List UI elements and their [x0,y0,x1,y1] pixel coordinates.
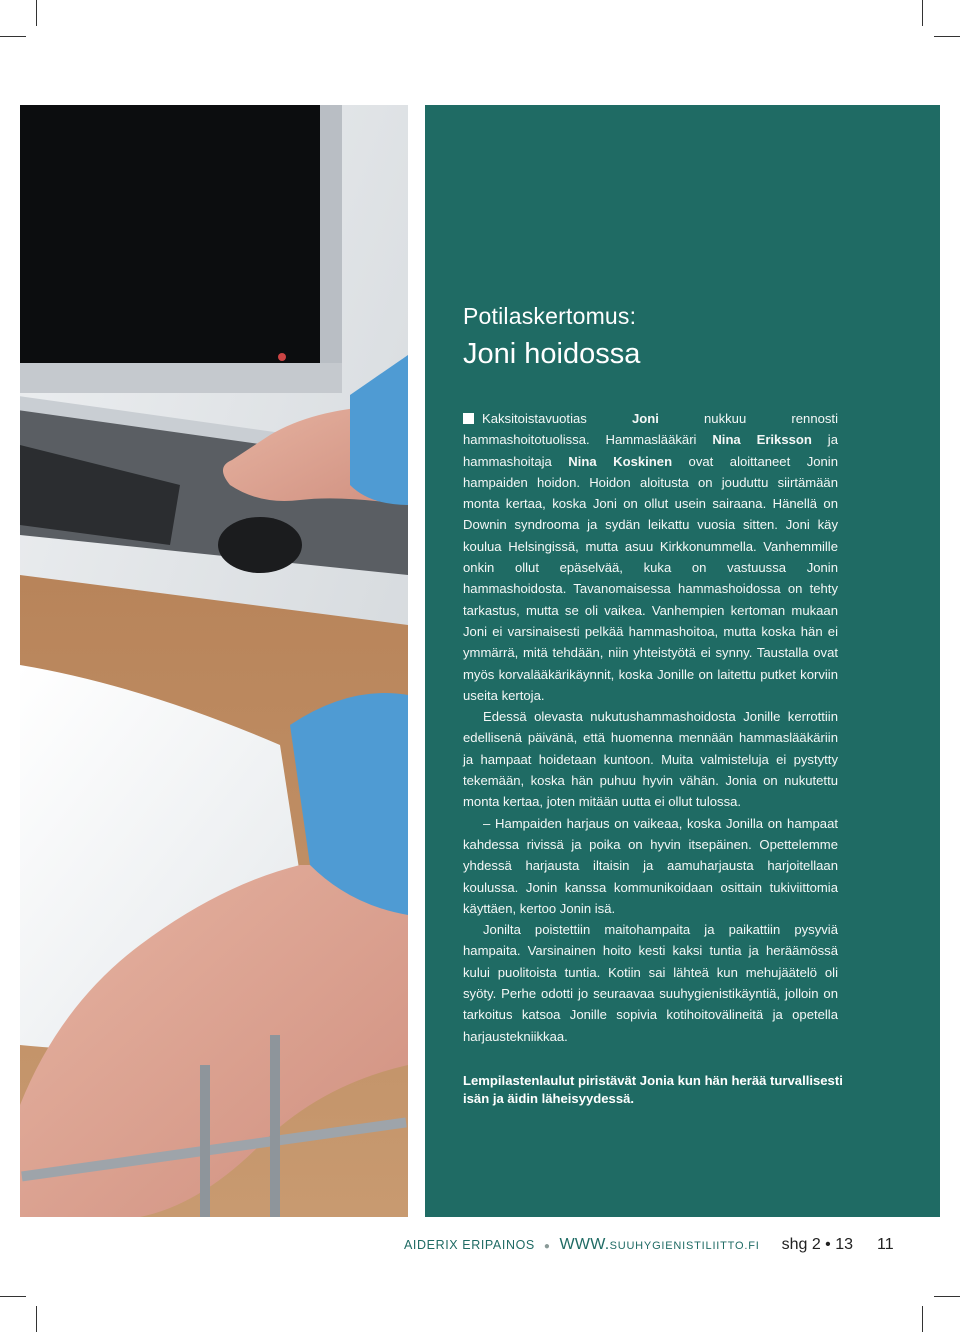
article-paragraph: Jonilta poistettiin maitohampaita ja paikattiin pysyviä hampaita. Varsinainen hoito kesti kaksi tuntia ja heräämössä kului puolitoista tuntia. Kotiin sai lähteä kun mehujäätelö oli syöty. Perhe odotti jo seuraavaa suuhygienistikäyntiä, jolloin on tarkoitus katsoa Jonille sopivia kotihoitovälineitä ja opetella harjaustekniikkaa. [463,922,838,1044]
crop-mark [934,36,960,37]
crop-mark [922,0,923,26]
crop-mark [0,36,26,37]
square-bullet-icon [463,413,474,424]
article-photo [20,105,408,1217]
article-paragraph-1 [463,408,838,706]
article-paragraph: Edessä olevasta nukutushammashoidosta Jonille kerrottiin edellisenä päivänä, että huomenna mennään hammaslääkäriin ja hampaat hoidetaan kuntoon. Muita valmisteluja ei pystytty tekemään, koska hän puhuu hyvin vähän. Jonia on nukutettu monta kertaa, joten mitään uutta ei ollut tulossa. [463,709,838,810]
photo-caption: Lempilastenlaulut piristävät Jonia kun hän herää turvallisesti isän ja äidin läheisyydessä. [463,1073,843,1106]
issue-label: shg 2 • 13 [781,1236,854,1253]
article-body [463,408,838,1047]
url-domain: SUUHYGIENISTILIITTO.FI [609,1240,760,1252]
page-number: 11 [877,1236,894,1253]
article-panel [425,105,940,1217]
crop-mark [934,1296,960,1297]
paragraph-text: Kaksitoistavuotias [482,411,632,426]
website-link[interactable] [559,1236,759,1254]
article-kicker: Potilaskertomus: [463,303,637,329]
photo-illustration [20,105,408,1217]
crop-mark [922,1306,923,1332]
crop-mark [36,0,37,26]
crop-mark [0,1296,26,1297]
paragraph-1-text [463,411,838,703]
person-name: Nina Eriksson [712,432,812,448]
person-name: Nina Koskinen [568,453,673,469]
paragraph-text: nukkuu rennosti hammashoitotuolissa. Hammaslääkäri [463,411,838,448]
crop-mark [36,1306,37,1332]
url-prefix: WWW. [559,1236,610,1253]
publication-name: AIDERIX ERIPAINOS [404,1238,535,1252]
article-title: Joni hoidossa [463,338,641,370]
dot-separator-icon: ● [543,1241,551,1252]
page-footer [404,1236,894,1256]
article-paragraph: – Hampaiden harjaus on vaikeaa, koska Jonilla on hampaat kahdessa rivissä ja poika on hyvin itsepäinen. Opettelemme yhdessä harjausta iltaisin ja aamuharjausta harjoitellaan koulussa. Jonin kanssa kommunikoidaan osittain tukiviittomia käyttäen, kertoo Jonin isä. [463,815,838,916]
paragraph-text: ovat aloittaneet Jonin hampaiden hoidon. Hoidon aloitusta on jouduttu siirtämään monta kertaa, koska Joni on ollut usein sairaana. Hänellä on Downin syndrooma ja sydän leikattu vuosia sitten. Joni käy koulua Helsingissä, mutta asuu Kirkkonummella. Vanhemmille onkin ollut epäselvää, kuka on vastuussa Jonin hammashoidosta. Tavanomaisessa hammashoidossa on tehty tarkastus, mutta se oli vaikea. Vanhempien kertoman mukaan Joni ei varsinaisesti pelkää hammashoitoa, mutta koska hän ei ymmärrä, mitä tehdään, niin yhteistyötä ei synny. Taustalla ovat myös korvalääkärikäynnit, koska Jonille on laitettu putket korviin useita kertoja. [463,453,838,703]
paragraph-text: ja hammashoitaja [463,432,838,469]
person-name: Joni [631,411,659,426]
